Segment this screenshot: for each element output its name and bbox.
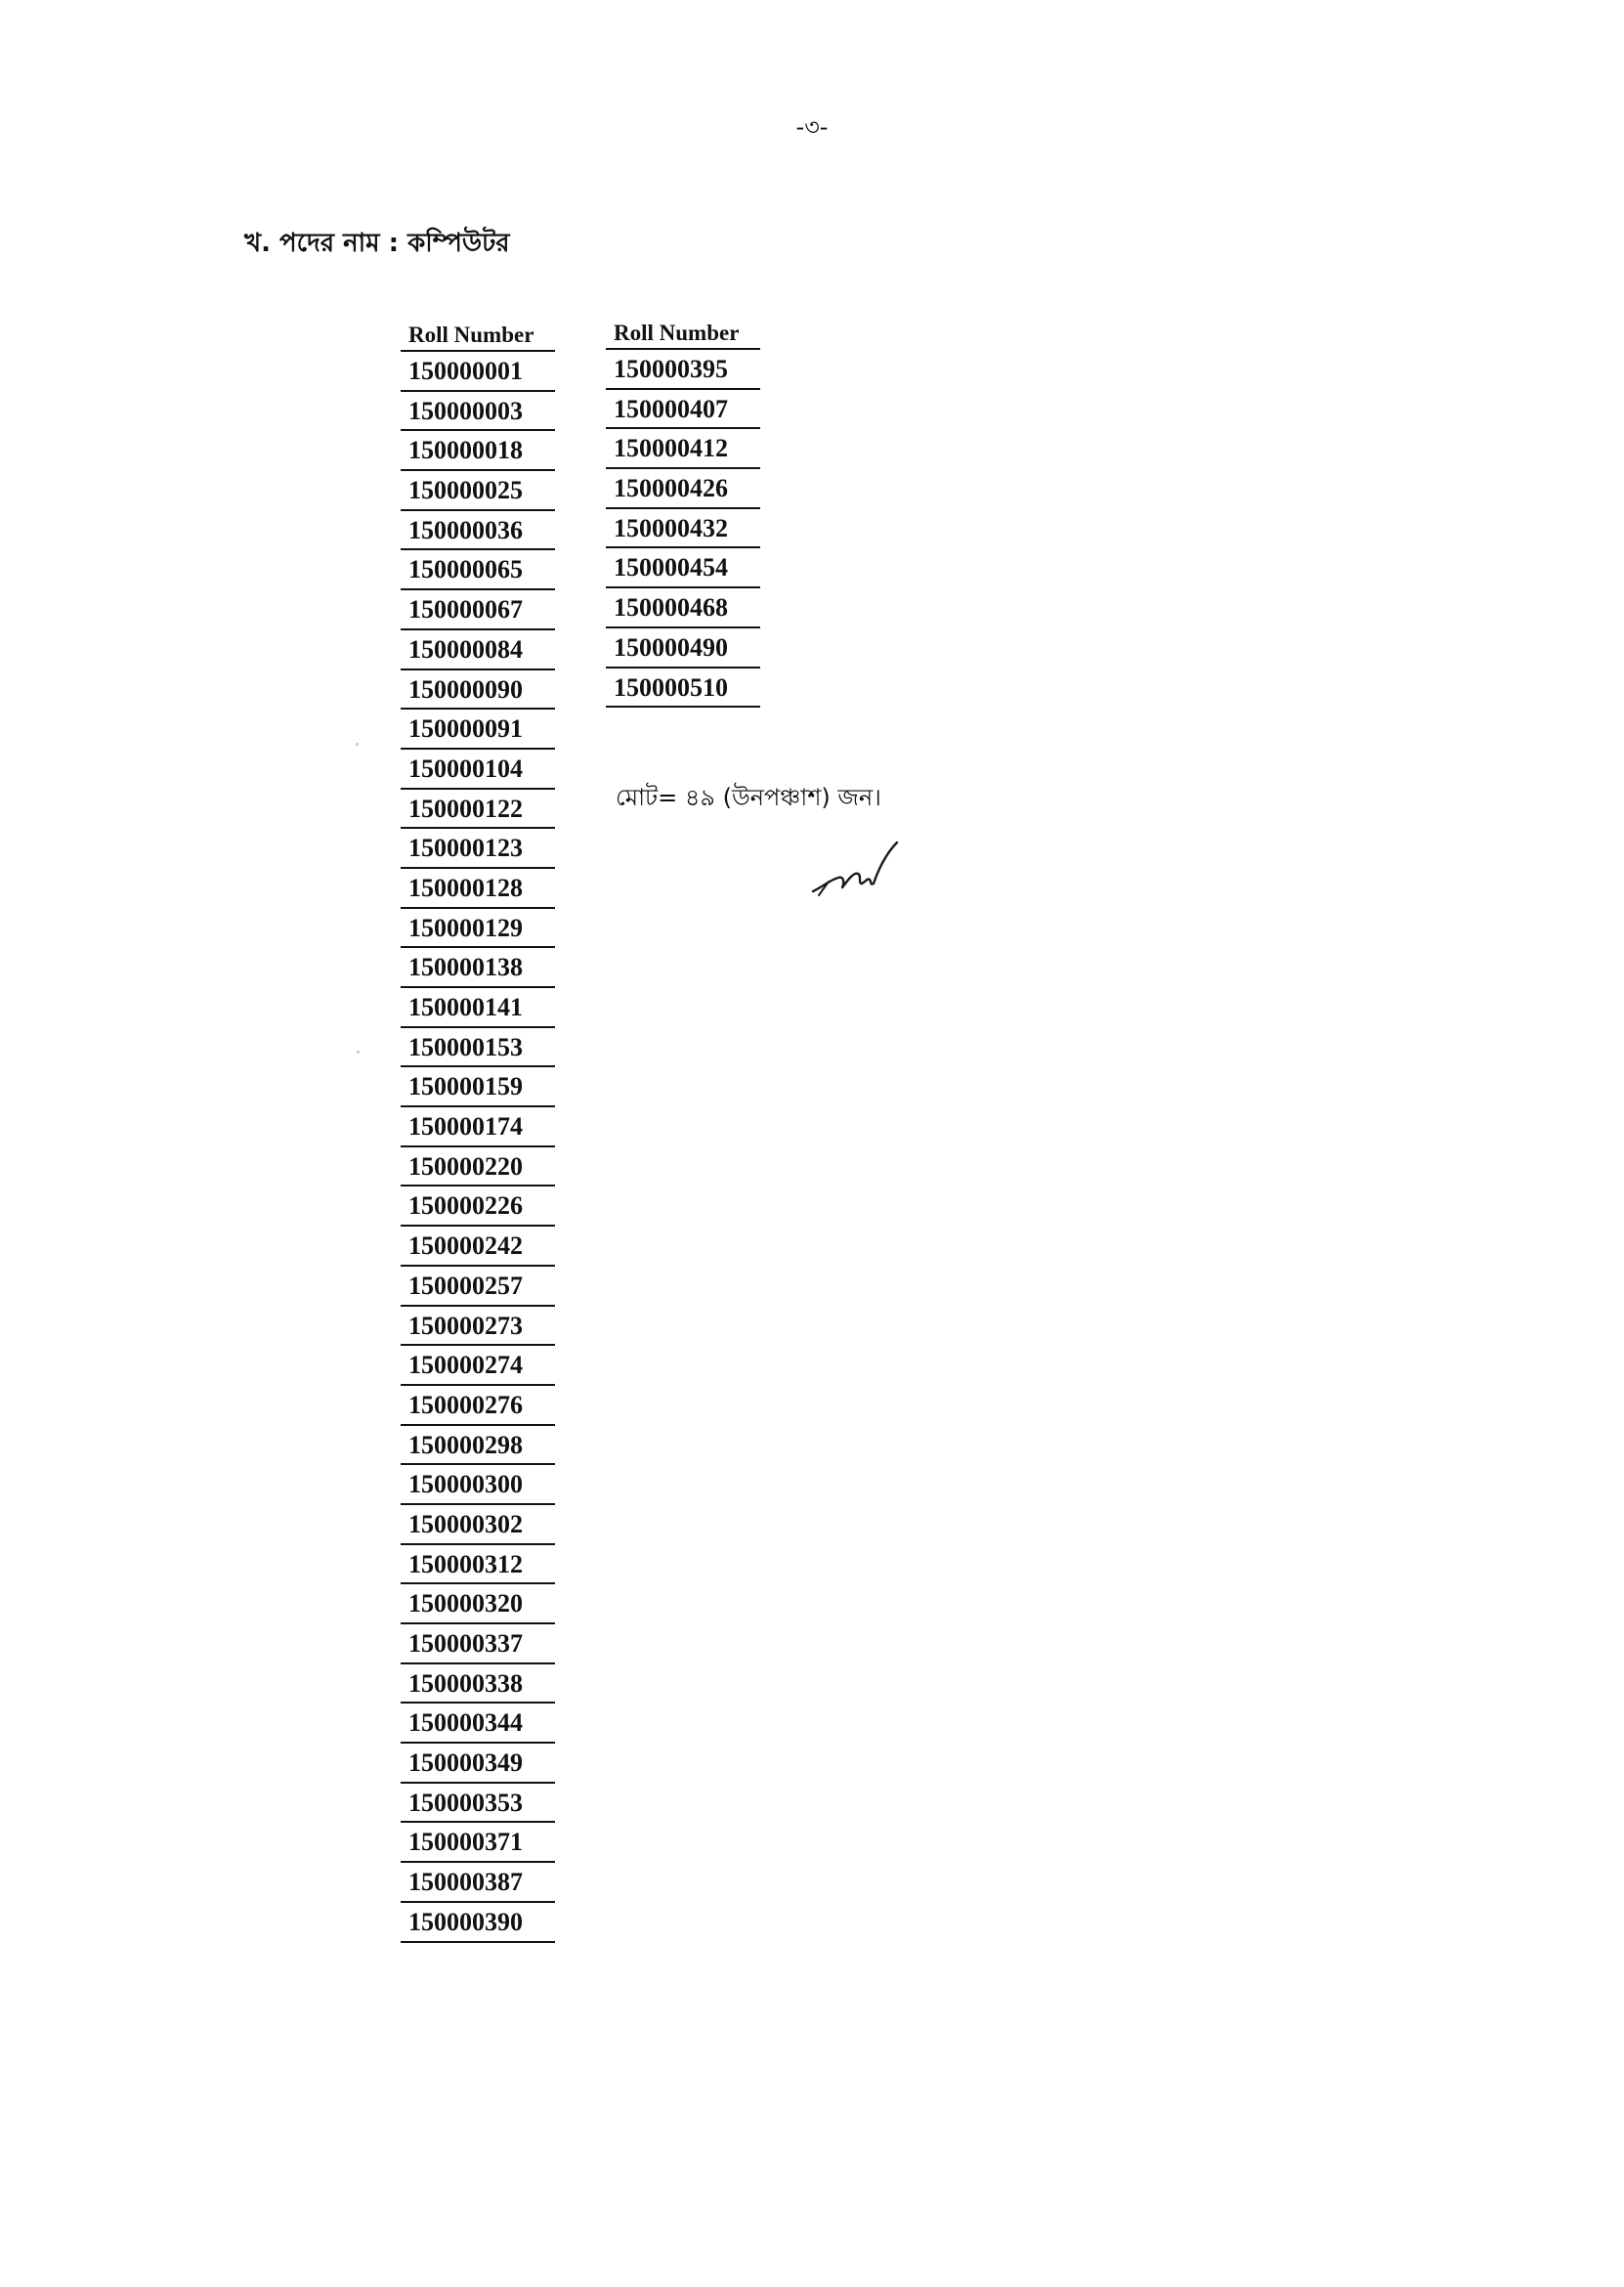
scan-speck — [357, 1051, 360, 1054]
page-number: -৩- — [795, 113, 829, 141]
roll-number-cell: 150000104 — [401, 750, 555, 790]
roll-number-cell: 150000302 — [401, 1505, 555, 1545]
total-note: মোট= ৪৯ (উনপঞ্চাশ) জন। — [616, 784, 881, 811]
roll-number-cell: 150000274 — [401, 1346, 555, 1386]
roll-number-cell: 150000065 — [401, 550, 555, 590]
roll-number-cell: 150000276 — [401, 1386, 555, 1426]
roll-number-cell: 150000242 — [401, 1227, 555, 1267]
roll-number-cell: 150000468 — [606, 588, 760, 628]
roll-number-cell: 150000338 — [401, 1664, 555, 1704]
roll-number-cell: 150000344 — [401, 1704, 555, 1744]
roll-number-cell: 150000036 — [401, 511, 555, 551]
roll-number-cell: 150000128 — [401, 869, 555, 909]
roll-number-cell: 150000273 — [401, 1307, 555, 1347]
column-header: Roll Number — [606, 323, 760, 350]
roll-number-cell: 150000025 — [401, 471, 555, 511]
roll-number-cell: 150000320 — [401, 1584, 555, 1624]
roll-number-cell: 150000412 — [606, 429, 760, 469]
roll-number-cell: 150000091 — [401, 710, 555, 750]
roll-number-cell: 150000174 — [401, 1107, 555, 1147]
roll-number-cell: 150000432 — [606, 509, 760, 549]
roll-number-cell: 150000153 — [401, 1028, 555, 1068]
roll-number-cell: 150000298 — [401, 1426, 555, 1466]
roll-number-cell: 150000123 — [401, 829, 555, 869]
roll-column-2 — [606, 323, 760, 708]
scan-speck — [356, 743, 359, 746]
roll-number-cell: 150000371 — [401, 1823, 555, 1863]
column-header: Roll Number — [401, 324, 555, 352]
roll-number-cell: 150000454 — [606, 548, 760, 588]
roll-number-cell: 150000257 — [401, 1267, 555, 1307]
roll-list-1 — [401, 352, 555, 1943]
roll-number-cell: 150000300 — [401, 1465, 555, 1505]
roll-number-cell: 150000353 — [401, 1784, 555, 1824]
roll-number-cell: 150000337 — [401, 1624, 555, 1664]
roll-number-cell: 150000018 — [401, 431, 555, 471]
roll-number-cell: 150000349 — [401, 1744, 555, 1784]
roll-column-1 — [401, 324, 555, 1943]
roll-number-cell: 150000129 — [401, 909, 555, 949]
roll-number-cell: 150000426 — [606, 469, 760, 509]
signature-icon — [809, 833, 899, 903]
roll-number-cell: 150000510 — [606, 669, 760, 709]
roll-number-cell: 150000084 — [401, 630, 555, 670]
roll-number-cell: 150000001 — [401, 352, 555, 392]
roll-number-cell: 150000387 — [401, 1863, 555, 1903]
roll-number-cell: 150000226 — [401, 1187, 555, 1227]
roll-number-cell: 150000490 — [606, 628, 760, 669]
roll-number-cell: 150000159 — [401, 1067, 555, 1107]
roll-number-cell: 150000067 — [401, 590, 555, 630]
roll-number-cell: 150000090 — [401, 670, 555, 711]
roll-number-cell: 150000395 — [606, 350, 760, 390]
roll-number-cell: 150000141 — [401, 988, 555, 1028]
roll-number-cell: 150000220 — [401, 1147, 555, 1187]
post-title: খ. পদের নাম : কম্পিউটর — [244, 229, 510, 258]
roll-number-cell: 150000122 — [401, 790, 555, 830]
roll-list-2 — [606, 350, 760, 708]
roll-number-cell: 150000138 — [401, 948, 555, 988]
roll-number-cell: 150000407 — [606, 390, 760, 430]
roll-number-cell: 150000390 — [401, 1903, 555, 1943]
roll-number-cell: 150000003 — [401, 392, 555, 432]
roll-number-cell: 150000312 — [401, 1545, 555, 1585]
